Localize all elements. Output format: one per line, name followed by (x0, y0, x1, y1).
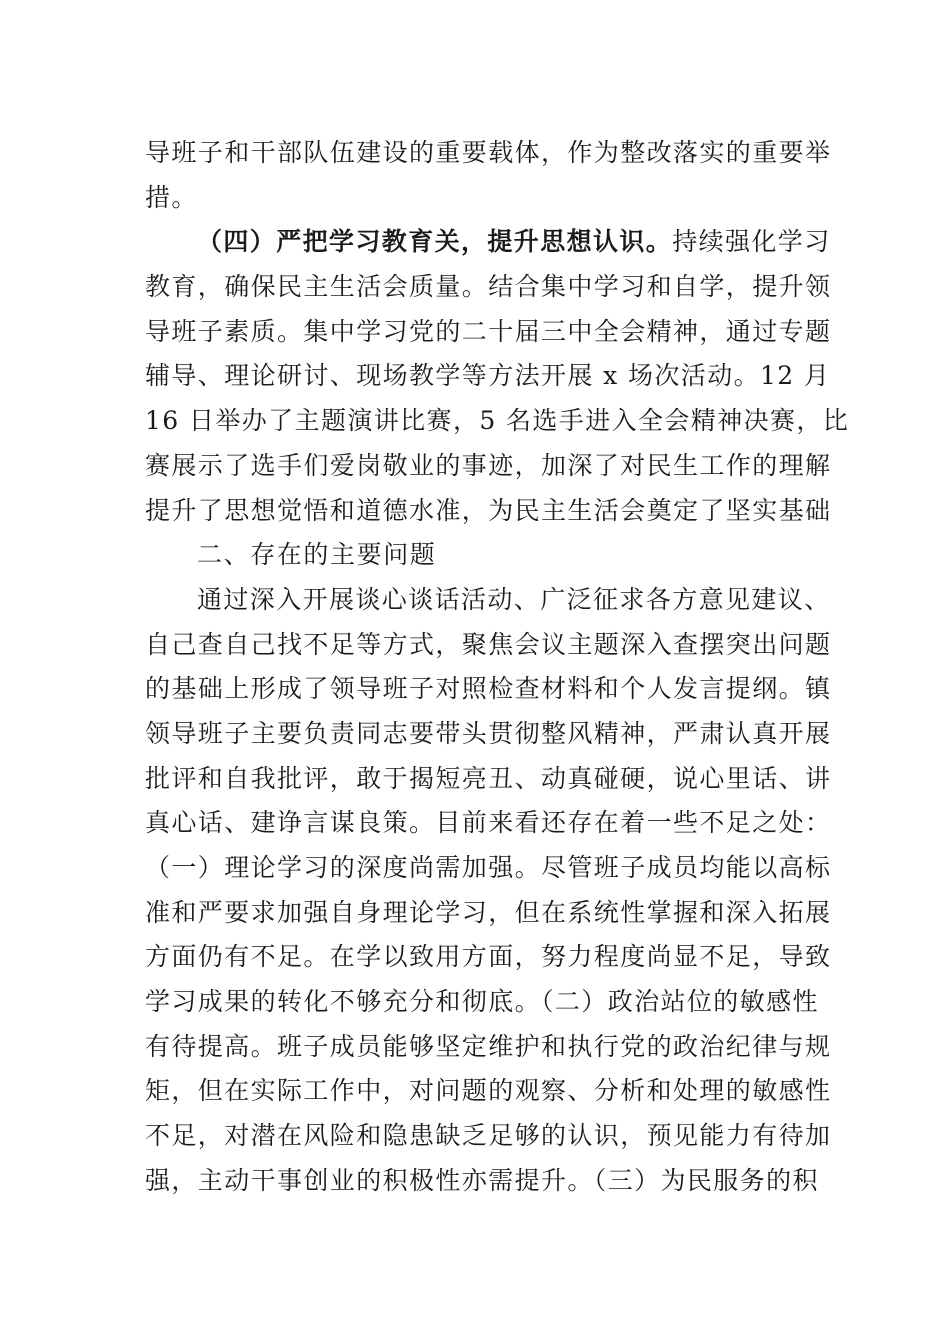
text-run: 持续强化学习 (672, 227, 831, 257)
text-line: 准和严要求加强自身理论学习，但在系统性掌握和深入拓展 (145, 897, 832, 927)
text-line: 赛展示了选手们爱岗敬业的事迹，加深了对民生工作的理解 (145, 450, 832, 480)
text-line: 的基础上形成了领导班子对照检查材料和个人发言提纲。镇 (145, 674, 832, 704)
text-line: 辅导、理论研讨、现场教学等方法开展 x 场次活动。12 月 (145, 361, 831, 391)
text-line: 矩，但在实际工作中，对问题的观察、分析和处理的敏感性 (145, 1076, 832, 1106)
text-line: 教育，确保民主生活会质量。结合集中学习和自学，提升领 (145, 272, 832, 302)
section-heading: 二、存在的主要问题 (197, 540, 437, 570)
text-line: 提升了思想觉悟和道德水准，为民主生活会奠定了坚实基础 (145, 495, 832, 525)
text-line: 通过深入开展谈心谈话活动、广泛征求各方意见建议、 (197, 584, 831, 614)
subsection-line (145, 220, 831, 265)
text-line: 强，主动干事创业的积极性亦需提升。（三）为民服务的积 (145, 1165, 819, 1195)
subsection-title: （四）严把学习教育关，提升思想认识。 (197, 227, 673, 257)
text-line: 批评和自我批评，敢于揭短亮丑、动真碰硬，说心里话、讲 (145, 763, 832, 793)
text-line: 学习成果的转化不够充分和彻底。（二）政治站位的敏感性 (145, 987, 819, 1017)
text-line: 自己查自己找不足等方式，聚焦会议主题深入查摆突出问题 (145, 629, 832, 659)
text-line: 有待提高。班子成员能够坚定维护和执行党的政治纪律与规 (145, 1031, 832, 1061)
text-line: 导班子素质。集中学习党的二十届三中全会精神，通过专题 (145, 316, 832, 346)
text-line: 真心话、建诤言谋良策。目前来看还存在着一些不足之处： (145, 808, 832, 838)
text-line: （一）理论学习的深度尚需加强。尽管班子成员均能以高标 (145, 853, 832, 882)
text-line: 不足，对潜在风险和隐患缺乏足够的认识，预见能力有待加 (145, 1121, 832, 1151)
text-line: 16 日举办了主题演讲比赛，5 名选手进入全会精神决赛，比 (145, 406, 850, 436)
text-line: 措。 (145, 182, 198, 212)
text-line: 导班子和干部队伍建设的重要载体，作为整改落实的重要举 (145, 138, 832, 167)
text-line: 领导班子主要负责同志要带头贯彻整风精神，严肃认真开展 (145, 718, 832, 748)
text-line: 方面仍有不足。在学以致用方面，努力程度尚显不足，导致 (145, 942, 832, 972)
document-body (145, 131, 850, 1204)
